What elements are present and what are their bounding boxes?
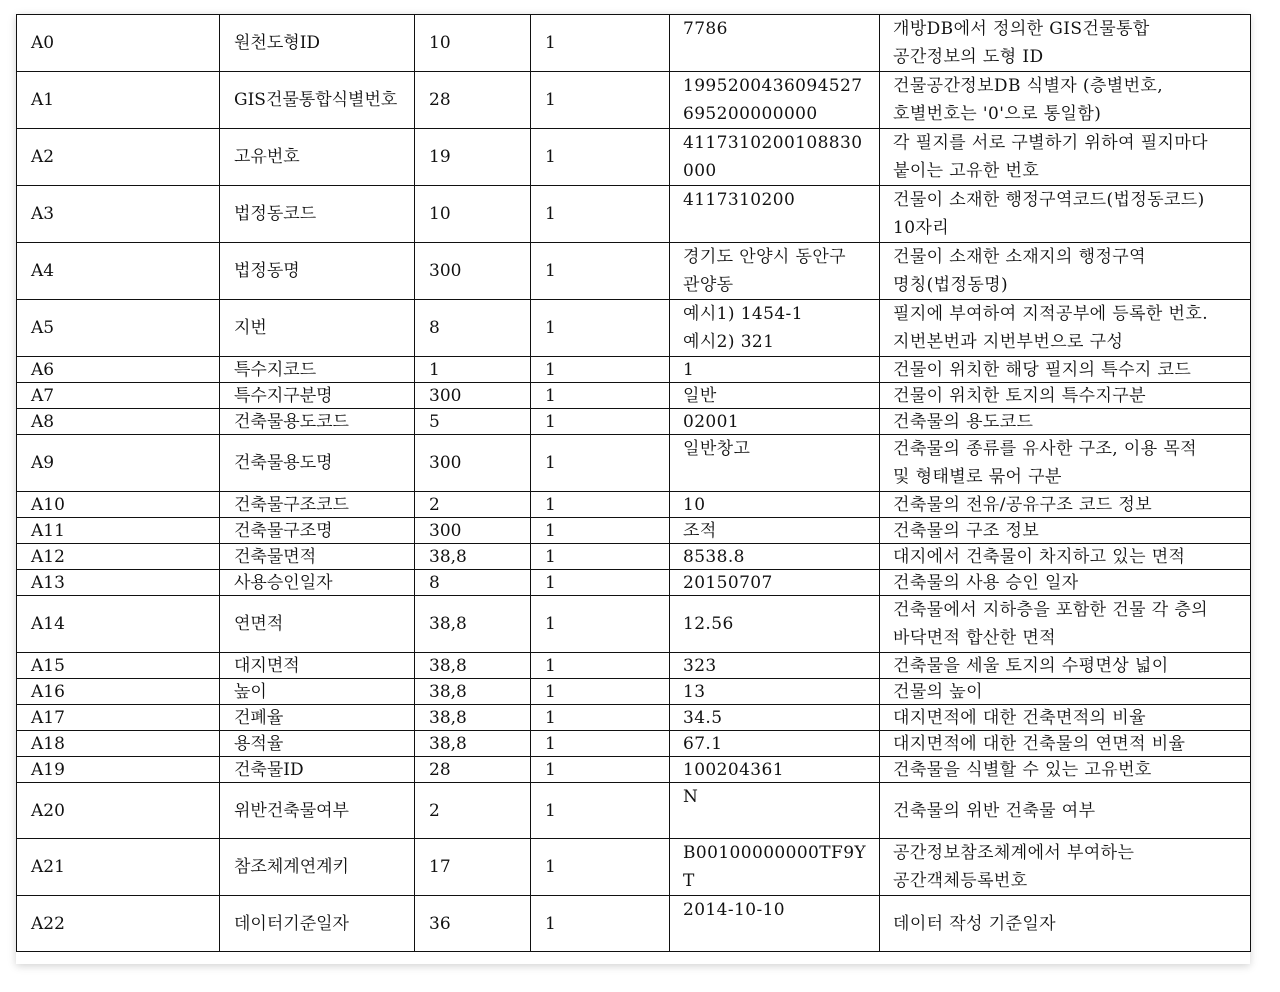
field-count-cell: 1 [531,383,670,409]
field-code-cell: A7 [17,383,220,409]
table-row [17,596,1251,653]
field-code-cell: A13 [17,570,220,596]
table-row [17,129,1251,186]
table-row [17,757,1251,783]
table-row [17,570,1251,596]
field-example-cell: 34.5 [670,705,880,731]
field-name-cell: 연면적 [220,596,415,653]
table-row [17,705,1251,731]
field-definition-table [16,14,1251,952]
table-row [17,518,1251,544]
field-description-cell: 건축물의 사용 승인 일자 [880,570,1251,596]
field-description-cell: 건물의 높이 [880,679,1251,705]
field-size-cell: 2 [415,783,531,839]
field-example-cell: 10 [670,492,880,518]
field-example-cell: 02001 [670,409,880,435]
field-count-cell: 1 [531,72,670,129]
table-row [17,544,1251,570]
field-count-cell: 1 [531,243,670,300]
field-name-cell: 데이터기준일자 [220,896,415,952]
field-size-cell: 38,8 [415,544,531,570]
table-row [17,72,1251,129]
field-count-cell: 1 [531,15,670,72]
field-code-cell: A15 [17,653,220,679]
field-size-cell: 300 [415,435,531,492]
field-code-cell: A20 [17,783,220,839]
field-example-cell: B00100000000TF9Y T [670,839,880,896]
field-size-cell: 28 [415,757,531,783]
table-row [17,15,1251,72]
field-count-cell: 1 [531,679,670,705]
field-count-cell: 1 [531,518,670,544]
field-name-cell: 사용승인일자 [220,570,415,596]
field-size-cell: 38,8 [415,705,531,731]
field-name-cell: 법정동명 [220,243,415,300]
field-example-cell: 4117310200108830 000 [670,129,880,186]
field-code-cell: A6 [17,357,220,383]
field-name-cell: 건축물용도코드 [220,409,415,435]
field-code-cell: A21 [17,839,220,896]
table-body [17,15,1251,952]
field-code-cell: A11 [17,518,220,544]
field-code-cell: A3 [17,186,220,243]
field-example-cell: 8538.8 [670,544,880,570]
field-size-cell: 38,8 [415,596,531,653]
table-row [17,357,1251,383]
field-count-cell: 1 [531,653,670,679]
field-example-cell: 4117310200 [670,186,880,243]
field-size-cell: 5 [415,409,531,435]
field-code-cell: A4 [17,243,220,300]
field-code-cell: A14 [17,596,220,653]
field-count-cell: 1 [531,435,670,492]
field-example-cell: 323 [670,653,880,679]
field-name-cell: 건축물ID [220,757,415,783]
field-code-cell: A2 [17,129,220,186]
field-name-cell: GIS건물통합식별번호 [220,72,415,129]
field-description-cell: 건축물을 세울 토지의 수평면상 넓이 [880,653,1251,679]
table-row [17,653,1251,679]
field-description-cell: 건축물의 용도코드 [880,409,1251,435]
table-row [17,731,1251,757]
field-size-cell: 8 [415,300,531,357]
field-example-cell: 예시1) 1454-1 예시2) 321 [670,300,880,357]
field-code-cell: A19 [17,757,220,783]
field-name-cell: 용적율 [220,731,415,757]
field-size-cell: 1 [415,357,531,383]
field-name-cell: 참조체계연계키 [220,839,415,896]
field-example-cell: 일반창고 [670,435,880,492]
field-size-cell: 8 [415,570,531,596]
field-description-cell: 대지에서 건축물이 차지하고 있는 면적 [880,544,1251,570]
field-code-cell: A8 [17,409,220,435]
field-description-cell: 각 필지를 서로 구별하기 위하여 필지마다 붙이는 고유한 번호 [880,129,1251,186]
field-size-cell: 300 [415,518,531,544]
field-code-cell: A12 [17,544,220,570]
field-example-cell: 일반 [670,383,880,409]
field-name-cell: 특수지코드 [220,357,415,383]
field-name-cell: 건폐율 [220,705,415,731]
field-size-cell: 38,8 [415,679,531,705]
field-count-cell: 1 [531,570,670,596]
field-description-cell: 건축물의 전유/공유구조 코드 정보 [880,492,1251,518]
field-size-cell: 36 [415,896,531,952]
field-example-cell: 1 [670,357,880,383]
field-count-cell: 1 [531,783,670,839]
field-description-cell: 건물이 소재한 행정구역코드(법정동코드) 10자리 [880,186,1251,243]
field-count-cell: 1 [531,544,670,570]
field-example-cell: 13 [670,679,880,705]
field-code-cell: A22 [17,896,220,952]
field-count-cell: 1 [531,731,670,757]
field-name-cell: 건축물구조코드 [220,492,415,518]
field-example-cell: 67.1 [670,731,880,757]
table-row [17,300,1251,357]
table-row [17,186,1251,243]
field-count-cell: 1 [531,839,670,896]
field-name-cell: 건축물용도명 [220,435,415,492]
field-name-cell: 특수지구분명 [220,383,415,409]
field-name-cell: 원천도형ID [220,15,415,72]
field-name-cell: 대지면적 [220,653,415,679]
document-sheet [16,14,1250,964]
field-example-cell: 20150707 [670,570,880,596]
field-example-cell: 경기도 안양시 동안구 관양동 [670,243,880,300]
field-description-cell: 공간정보참조체계에서 부여하는 공간객체등록번호 [880,839,1251,896]
field-description-cell: 대지면적에 대한 건축면적의 비율 [880,705,1251,731]
field-description-cell: 건축물의 구조 정보 [880,518,1251,544]
field-name-cell: 법정동코드 [220,186,415,243]
field-code-cell: A9 [17,435,220,492]
field-name-cell: 높이 [220,679,415,705]
field-name-cell: 건축물면적 [220,544,415,570]
field-code-cell: A1 [17,72,220,129]
field-size-cell: 2 [415,492,531,518]
field-example-cell: 2014-10-10 [670,896,880,952]
field-description-cell: 대지면적에 대한 건축물의 연면적 비율 [880,731,1251,757]
field-example-cell: 1995200436094527 695200000000 [670,72,880,129]
field-description-cell: 건물공간정보DB 식별자 (층별번호, 호별번호는 '0'으로 통일함) [880,72,1251,129]
table-row [17,679,1251,705]
field-code-cell: A17 [17,705,220,731]
field-example-cell: 12.56 [670,596,880,653]
field-description-cell: 데이터 작성 기준일자 [880,896,1251,952]
table-row [17,435,1251,492]
table-row [17,409,1251,435]
field-count-cell: 1 [531,596,670,653]
field-code-cell: A18 [17,731,220,757]
field-name-cell: 위반건축물여부 [220,783,415,839]
field-size-cell: 300 [415,383,531,409]
field-example-cell: 7786 [670,15,880,72]
table-row [17,243,1251,300]
field-count-cell: 1 [531,300,670,357]
table-row [17,492,1251,518]
table-row [17,839,1251,896]
field-description-cell: 건축물을 식별할 수 있는 고유번호 [880,757,1251,783]
field-description-cell: 건축물의 종류를 유사한 구조, 이용 목적 및 형태별로 묶어 구분 [880,435,1251,492]
field-description-cell: 필지에 부여하여 지적공부에 등록한 번호. 지번본번과 지번부번으로 구성 [880,300,1251,357]
field-size-cell: 300 [415,243,531,300]
field-name-cell: 고유번호 [220,129,415,186]
field-size-cell: 10 [415,15,531,72]
field-count-cell: 1 [531,757,670,783]
field-size-cell: 19 [415,129,531,186]
field-description-cell: 건축물의 위반 건축물 여부 [880,783,1251,839]
field-example-cell: 100204361 [670,757,880,783]
field-count-cell: 1 [531,492,670,518]
field-count-cell: 1 [531,409,670,435]
field-size-cell: 10 [415,186,531,243]
field-description-cell: 건물이 위치한 토지의 특수지구분 [880,383,1251,409]
field-count-cell: 1 [531,186,670,243]
field-count-cell: 1 [531,357,670,383]
field-code-cell: A5 [17,300,220,357]
field-description-cell: 건물이 소재한 소재지의 행정구역 명칭(법정동명) [880,243,1251,300]
field-size-cell: 28 [415,72,531,129]
field-count-cell: 1 [531,705,670,731]
field-size-cell: 17 [415,839,531,896]
field-count-cell: 1 [531,896,670,952]
field-code-cell: A16 [17,679,220,705]
table-row [17,383,1251,409]
field-example-cell: N [670,783,880,839]
field-description-cell: 건물이 위치한 해당 필지의 특수지 코드 [880,357,1251,383]
field-name-cell: 건축물구조명 [220,518,415,544]
table-row [17,783,1251,839]
field-example-cell: 조적 [670,518,880,544]
field-size-cell: 38,8 [415,731,531,757]
table-row [17,896,1251,952]
field-description-cell: 건축물에서 지하층을 포함한 건물 각 층의 바닥면적 합산한 면적 [880,596,1251,653]
field-code-cell: A10 [17,492,220,518]
field-size-cell: 38,8 [415,653,531,679]
field-description-cell: 개방DB에서 정의한 GIS건물통합 공간정보의 도형 ID [880,15,1251,72]
field-count-cell: 1 [531,129,670,186]
field-code-cell: A0 [17,15,220,72]
field-name-cell: 지번 [220,300,415,357]
